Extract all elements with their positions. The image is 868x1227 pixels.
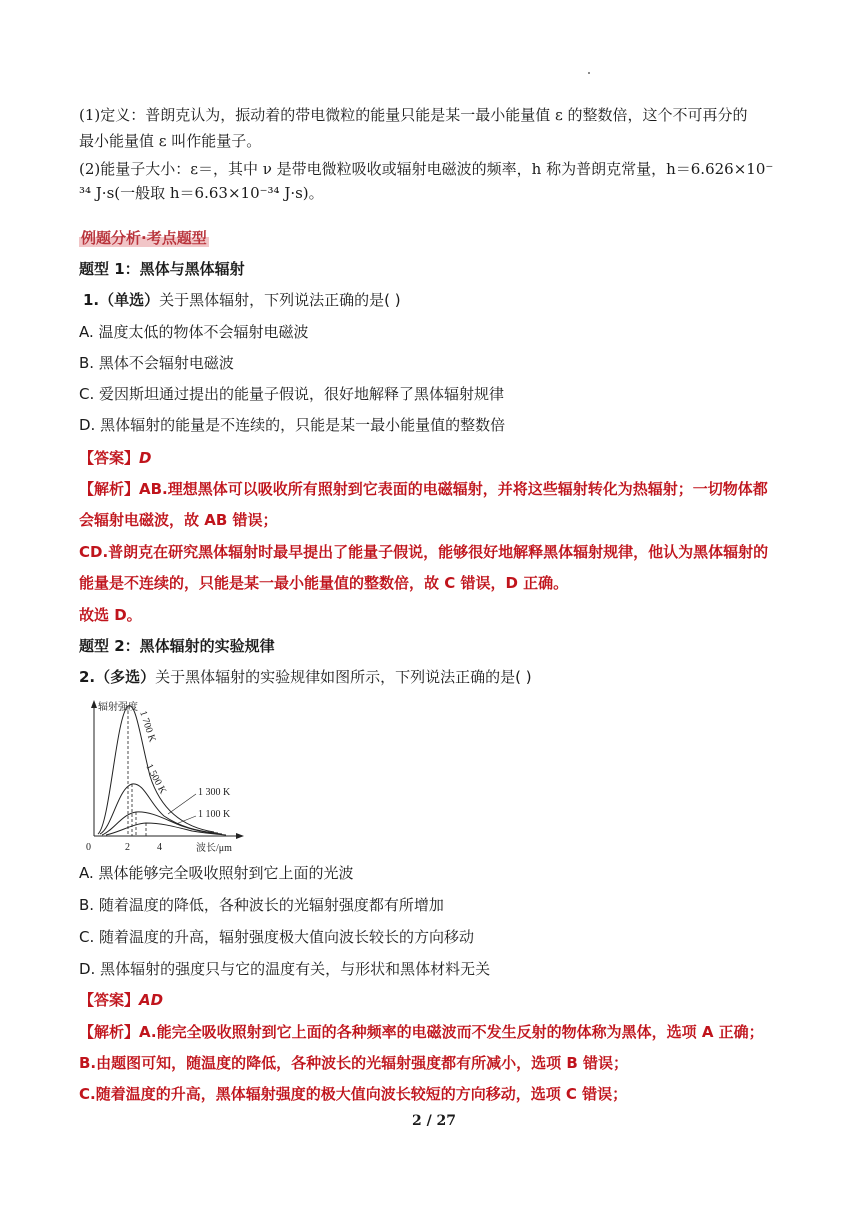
q1-answer <box>79 447 151 469</box>
question-1-number: 1.（单选） <box>83 291 160 309</box>
x-axis-label: 波长/μm <box>196 843 232 854</box>
definition-line-2: 最小能量值 ε 叫作能量子。 <box>79 132 262 150</box>
scan-dot <box>588 72 590 74</box>
y-axis-label: 辐射强度 <box>98 702 138 713</box>
label-1700k: 1 700 K <box>137 709 158 744</box>
q2-analysis-line-3: C.随着温度的升高，黑体辐射强度的极大值向波长较短的方向移动，选项 C 错误； <box>79 1085 628 1103</box>
leader-1300k <box>168 794 196 814</box>
question-2 <box>79 666 532 688</box>
q2-analysis-text-1: A.能完全吸收照射到它上面的各种频率的电磁波而不发生反射的物体称为黑体，选项 A 正确； <box>139 1023 764 1041</box>
q2-analysis-line-2: B.由题图可知，随温度的降低，各种波长的光辐射强度都有所减小，选项 B 错误； <box>79 1054 629 1072</box>
q2-option-c: C. 随着温度的升高，辐射强度极大值向波长较长的方向移动 <box>79 928 475 946</box>
q1-answer-value: D <box>139 449 152 467</box>
q1-option-d: D. 黑体辐射的能量是不连续的，只能是某一最小能量值的整数倍 <box>79 416 506 434</box>
label-1500k: 1 500 K <box>143 762 169 796</box>
x-tick-2: 2 <box>125 842 130 853</box>
x-tick-4: 4 <box>157 842 162 853</box>
origin-label: 0 <box>86 842 91 853</box>
q2-answer <box>79 989 163 1011</box>
question-1-text: 关于黑体辐射，下列说法正确的是( ) <box>159 291 401 309</box>
label-1300k: 1 300 K <box>198 787 231 798</box>
question-1 <box>83 289 401 311</box>
q1-answer-label: 【答案】 <box>79 449 140 467</box>
q1-analysis-line-1 <box>79 478 768 500</box>
question-2-text: 关于黑体辐射的实验规律如图所示，下列说法正确的是( ) <box>155 668 532 686</box>
page-number: 2 / 27 <box>411 1113 457 1129</box>
question-2-number: 2.（多选） <box>79 668 156 686</box>
q2-answer-value: AD <box>139 991 164 1009</box>
q1-analysis-line-4: 能量是不连续的，只能是某一最小能量值的整数倍，故 C 错误，D 正确。 <box>79 574 569 592</box>
q2-answer-label: 【答案】 <box>79 991 140 1009</box>
q1-analysis-text-1: AB.理想黑体可以吸收所有照射到它表面的电磁辐射，并将这些辐射转化为热辐射；一切物体都 <box>139 480 768 498</box>
q1-option-c: C. 爱因斯坦通过提出的能量子假说，很好地解释了黑体辐射规律 <box>79 385 505 403</box>
q1-option-a: A. 温度太低的物体不会辐射电磁波 <box>79 323 309 341</box>
q1-analysis-line-2: 会辐射电磁波，故 AB 错误； <box>79 511 278 529</box>
type2-title: 题型 2：黑体辐射的实验规律 <box>79 637 275 655</box>
curve-1100k <box>106 823 226 835</box>
quantum-size-line-1: (2)能量子大小：ε＝，其中 ν 是带电微粒吸收或辐射电磁波的频率，h 称为普朗克常量，h＝6.626×10⁻ <box>79 160 774 178</box>
section-heading: 例题分析·考点题型 <box>81 229 207 247</box>
q1-analysis-line-5: 故选 D。 <box>79 606 142 624</box>
quantum-size-line-2: ³⁴ J·s(一般取 h＝6.63×10⁻³⁴ J·s)。 <box>79 184 324 202</box>
q2-analysis-label: 【解析】 <box>79 1023 140 1041</box>
blackbody-radiation-chart <box>78 696 258 856</box>
definition-line-1: (1)定义：普朗克认为，振动着的带电微粒的能量只能是某一最小能量值 ε 的整数倍，这个不可再分的 <box>79 106 748 124</box>
x-axis-arrow <box>236 833 244 839</box>
q1-analysis-label: 【解析】 <box>79 480 140 498</box>
y-axis-arrow <box>91 700 97 708</box>
q2-option-a: A. 黑体能够完全吸收照射到它上面的光波 <box>79 864 354 882</box>
q2-analysis-line-1 <box>79 1021 764 1043</box>
q2-option-d: D. 黑体辐射的强度只与它的温度有关，与形状和黑体材料无关 <box>79 960 491 978</box>
label-1100k: 1 100 K <box>198 809 231 820</box>
q2-option-b: B. 随着温度的降低，各种波长的光辐射强度都有所增加 <box>79 896 444 914</box>
type1-title: 题型 1：黑体与黑体辐射 <box>79 260 245 278</box>
q1-option-b: B. 黑体不会辐射电磁波 <box>79 354 234 372</box>
q1-analysis-line-3: CD.普朗克在研究黑体辐射时最早提出了能量子假说，能够很好地解释黑体辐射规律，他认为黑体辐射的 <box>79 543 769 561</box>
